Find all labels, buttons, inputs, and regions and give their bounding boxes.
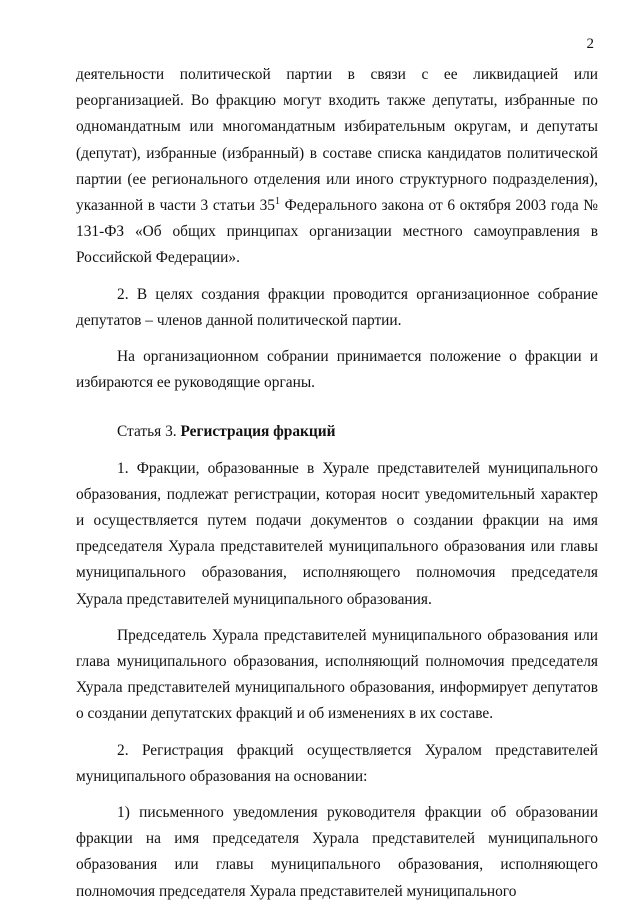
page-number: 2 [586,36,594,52]
paragraph-faction-membership-text-cont: Федерального закона от 6 октября 2003 года № 131-ФЗ «Об общих принципах организации местного самоуправления в Российской Федерации». [76,197,598,267]
article-superscript: 1 [275,195,280,207]
article-heading [76,419,598,445]
paragraph-faction-membership-text: деятельности политической партии в связи с ее ликвидацией или реорганизацией. Во фракцию могут входить также депутаты, избранные по одномандатным или многомандатным избирательным округам, и депутаты (депутат), избранные (избранный) в составе списка кандидатов политической партии (ее регионального отделения или иного структурного подразделения), указанной в части 3 статьи 35 [76,66,598,215]
paragraph-registration-rule: 1. Фракции, образованные в Хурале представителей муниципального образования, подлежат регистрации, которая носит уведомительный характер и осуществляется путем подачи документов о создании фракции на имя председателя Хурала представителей муниципального образования или главы муниципального образования, исполняющего полномочия председателя Хурала представителей муниципального образования. [76,459,598,608]
article-number: Статья 3. [117,423,181,441]
paragraph-faction-regulations: На организационном собрании принимается положение о фракции и избираются ее руководящие органы. [76,348,598,392]
paragraph-organizational-meeting: 2. В целях создания фракции проводится организационное собрание депутатов – членов данной политической партии. [76,285,598,329]
paragraph-written-notice: 1) письменного уведомления руководителя фракции об образовании фракции на имя председателя Хурала представителей муниципального образования или главы муниципального образования, исполняющего полномочия председателя Хурала представителей муниципального [76,804,598,900]
paragraph-faction-membership [76,62,598,272]
article-title: Регистрация фракций [180,423,336,441]
paragraph-registration-basis: 2. Регистрация фракций осуществляется Хуралом представителей муниципального образования на основании: [76,741,598,785]
paragraph-chair-informs: Председатель Хурала представителей муниципального образования или глава муниципального образования, исполняющий полномочия председателя Хурала представителей муниципального образования, информирует депутатов о создании депутатских фракций и об изменениях в их составе. [76,626,598,723]
document-body [76,62,598,905]
